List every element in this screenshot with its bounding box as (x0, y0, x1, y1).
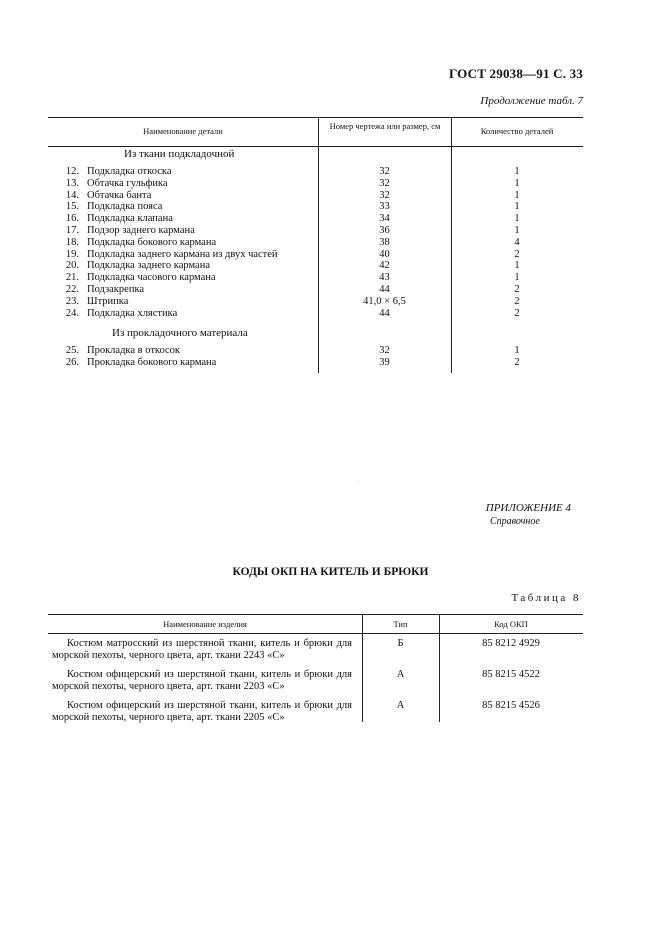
row-part-name: Прокладка в откосок (87, 345, 181, 356)
table8-header-border (48, 633, 583, 634)
row-drawing-size: 38 (379, 236, 390, 248)
product-name: Костюм офицерский из шерстяной ткани, китель и брюки для морской пехоты, черного цвета, арт. ткани 2205 «С» (52, 700, 352, 723)
row-quantity: 4 (514, 236, 520, 248)
row-quantity: 1 (514, 213, 520, 225)
product-type: А (396, 700, 405, 711)
row-number: 16. (65, 213, 79, 225)
row-number: 15. (65, 201, 79, 213)
table7-col-qty-header: Количество деталей (480, 126, 554, 136)
row-drawing-size: 43 (379, 272, 390, 284)
row-drawing-size: 42 (379, 260, 390, 272)
scan-dot: · (358, 478, 360, 484)
row-part-name: Подкладка хлястика (87, 307, 178, 319)
row-drawing-size: 36 (379, 225, 390, 236)
row-drawing-size: 34 (379, 213, 390, 225)
row-drawing-size: 40 (379, 248, 390, 260)
row-drawing-size: 32 (379, 345, 390, 356)
row-part-name: Подкладка заднего кармана (87, 260, 211, 272)
row-number: 18. (65, 236, 79, 248)
row-number: 25. (65, 345, 79, 356)
okp-code: 85 8212 4929 (482, 638, 540, 649)
row-part-name: Подкладка часового кармана (87, 272, 216, 284)
row-part-name: Подзакрепка (87, 284, 145, 295)
section-interlining-material: Из прокладочного материала (112, 327, 248, 339)
table8-label: Таблица 8 (511, 592, 581, 604)
row-number: 24. (65, 307, 79, 319)
row-quantity: 2 (514, 307, 520, 319)
row-part-name: Подкладка заднего кармана из двух частей (87, 248, 278, 260)
appendix-title: ПРИЛОЖЕНИЕ 4 (485, 502, 571, 514)
row-part-name: Подкладка откоска (87, 166, 172, 177)
row-quantity: 2 (514, 248, 520, 260)
row-part-name: Штрипка (87, 295, 129, 307)
row-number: 17. (65, 225, 79, 236)
row-part-name: Подкладка клапана (87, 213, 173, 225)
appendix-subtitle: Справочное (490, 516, 540, 527)
product-name: Костюм офицерский из шерстяной ткани, китель и брюки для морской пехоты, черного цвета, арт. ткани 2203 «С» (52, 669, 352, 692)
row-part-name: Подзор заднего кармана (87, 225, 195, 236)
row-number: 13. (65, 177, 79, 189)
row-number: 26. (65, 356, 79, 368)
row-drawing-size: 32 (379, 189, 390, 201)
table7-header-border (48, 146, 583, 147)
row-number: 23. (65, 295, 79, 307)
row-part-name: Подкладка бокового кармана (87, 236, 217, 248)
row-drawing-size: 39 (379, 356, 390, 368)
table8-col-name-header: Наименование изделия (163, 619, 247, 629)
row-drawing-size: 44 (379, 284, 390, 295)
product-type: Б (397, 638, 404, 649)
table-continuation-label: Продолжение табл. 7 (480, 95, 583, 107)
row-number: 14. (65, 189, 79, 201)
okp-code: 85 8215 4522 (482, 669, 540, 680)
row-part-name: Прокладка бокового кармана (87, 356, 217, 368)
row-number: 20. (65, 260, 79, 272)
product-type: А (396, 669, 405, 680)
row-drawing-size: 33 (379, 201, 390, 213)
table7-top-border (48, 117, 583, 118)
row-quantity: 1 (514, 345, 520, 356)
row-quantity: 1 (514, 189, 520, 201)
row-drawing-size: 41,0 × 6,5 (363, 295, 406, 307)
table8-col-type-header: Тип (393, 619, 408, 629)
row-quantity: 1 (514, 272, 520, 284)
row-quantity: 2 (514, 284, 520, 295)
row-number: 19. (65, 248, 79, 260)
section-title: КОДЫ ОКП НА КИТЕЛЬ И БРЮКИ (232, 566, 429, 578)
row-drawing-size: 32 (379, 177, 390, 189)
row-drawing-size: 44 (379, 307, 390, 319)
table8-top-border (48, 614, 583, 615)
row-part-name: Обтачка банта (87, 189, 152, 201)
row-part-name: Подкладка пояса (87, 201, 163, 213)
row-quantity: 1 (514, 166, 520, 177)
row-number: 21. (65, 272, 79, 284)
row-quantity: 1 (514, 177, 520, 189)
table7-col-size-header: Номер чертежа или размер, см (329, 121, 441, 131)
row-quantity: 2 (514, 356, 520, 368)
row-number: 22. (65, 284, 79, 295)
row-number: 12. (65, 166, 79, 177)
table7-col-name-header: Наименование детали (143, 126, 223, 136)
row-quantity: 1 (514, 260, 520, 272)
table8-col-code-header: Код ОКП (494, 619, 528, 629)
row-quantity: 2 (514, 295, 520, 307)
product-name: Костюм матросский из шерстяной ткани, китель и брюки для морской пехоты, черного цвета, арт. ткани 2243 «С» (52, 638, 352, 661)
page-header: ГОСТ 29038—91 С. 33 (449, 66, 583, 81)
row-quantity: 1 (514, 225, 520, 236)
section-lining-fabric: Из ткани подкладочной (124, 148, 235, 160)
okp-code: 85 8215 4526 (482, 700, 540, 711)
row-quantity: 1 (514, 201, 520, 213)
row-drawing-size: 32 (379, 166, 390, 177)
row-part-name: Обтачка гульфика (87, 177, 168, 189)
